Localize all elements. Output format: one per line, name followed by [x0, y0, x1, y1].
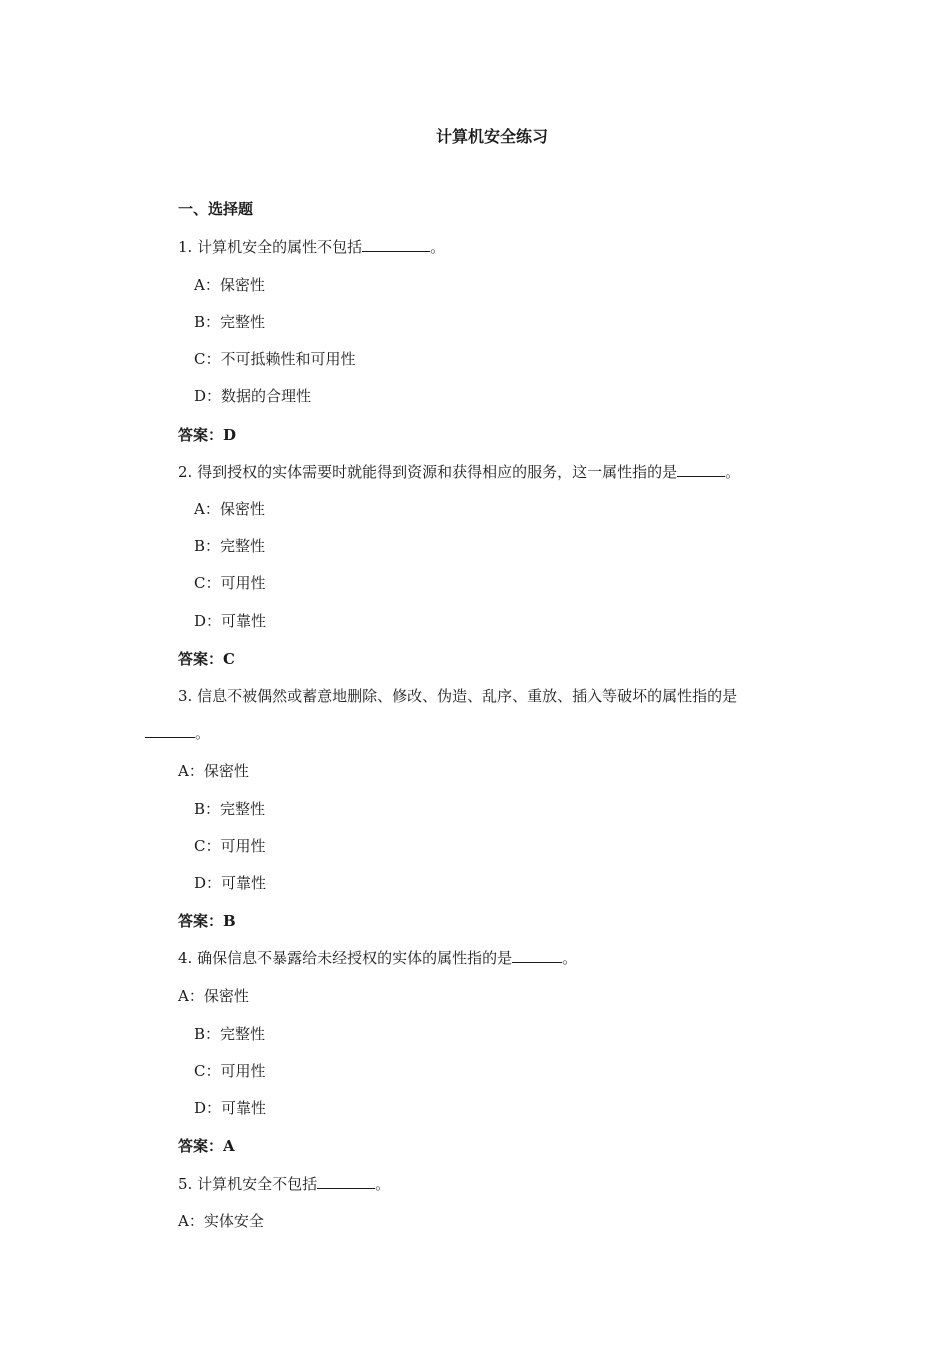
question-suffix: 。 — [562, 949, 578, 967]
answer-blank — [512, 948, 562, 963]
answer-blank — [317, 1174, 375, 1189]
question-5-option-a: A：实体安全 — [178, 1212, 264, 1230]
question-1-option-b: B：完整性 — [194, 313, 266, 331]
question-stem-text: 5. 计算机安全不包括 — [178, 1175, 318, 1193]
question-4-answer: 答案：A — [178, 1137, 235, 1155]
question-3-option-d: D：可靠性 — [194, 874, 267, 892]
question-suffix: 。 — [195, 724, 211, 742]
question-5-stem — [178, 1174, 390, 1194]
question-suffix: 。 — [430, 238, 446, 256]
question-suffix: 。 — [725, 463, 741, 481]
question-3-option-a: A：保密性 — [178, 762, 249, 780]
question-suffix: 。 — [375, 1175, 391, 1193]
question-stem-text: 2. 得到授权的实体需要时就能得到资源和获得相应的服务，这一属性指的是 — [178, 463, 678, 481]
question-4-option-a: A：保密性 — [178, 987, 249, 1005]
question-1-option-a: A：保密性 — [194, 276, 265, 294]
page-title: 计算机安全练习 — [435, 127, 548, 146]
question-3-stem-continued — [145, 723, 210, 743]
question-3-answer: 答案：B — [178, 912, 236, 930]
question-4-option-b: B：完整性 — [194, 1025, 266, 1043]
question-2-option-c: C：可用性 — [194, 574, 266, 592]
question-2-answer: 答案：C — [178, 650, 235, 668]
question-stem-text: 4. 确保信息不暴露给未经授权的实体的属性指的是 — [178, 949, 513, 967]
question-1-answer: 答案：D — [178, 426, 237, 444]
question-3-option-b: B：完整性 — [194, 800, 266, 818]
question-4-option-d: D：可靠性 — [194, 1099, 267, 1117]
question-3-stem: 3. 信息不被偶然或蓄意地删除、修改、伪造、乱序、重放、插入等破坏的属性指的是 — [178, 687, 738, 705]
question-1-option-c: C：不可抵赖性和可用性 — [194, 350, 356, 368]
answer-blank — [362, 237, 430, 252]
question-4-option-c: C：可用性 — [194, 1062, 266, 1080]
question-2-option-a: A：保密性 — [194, 500, 265, 518]
question-3-option-c: C：可用性 — [194, 837, 266, 855]
question-2-option-d: D：可靠性 — [194, 612, 267, 630]
answer-blank — [677, 462, 725, 477]
question-1-stem — [178, 237, 445, 257]
question-2-option-b: B：完整性 — [194, 537, 266, 555]
question-2-stem — [178, 462, 740, 482]
section-heading: 一、选择题 — [178, 200, 254, 218]
question-stem-text: 1. 计算机安全的属性不包括 — [178, 238, 363, 256]
question-1-option-d: D：数据的合理性 — [194, 387, 312, 405]
answer-blank — [145, 723, 195, 738]
question-4-stem — [178, 948, 577, 968]
